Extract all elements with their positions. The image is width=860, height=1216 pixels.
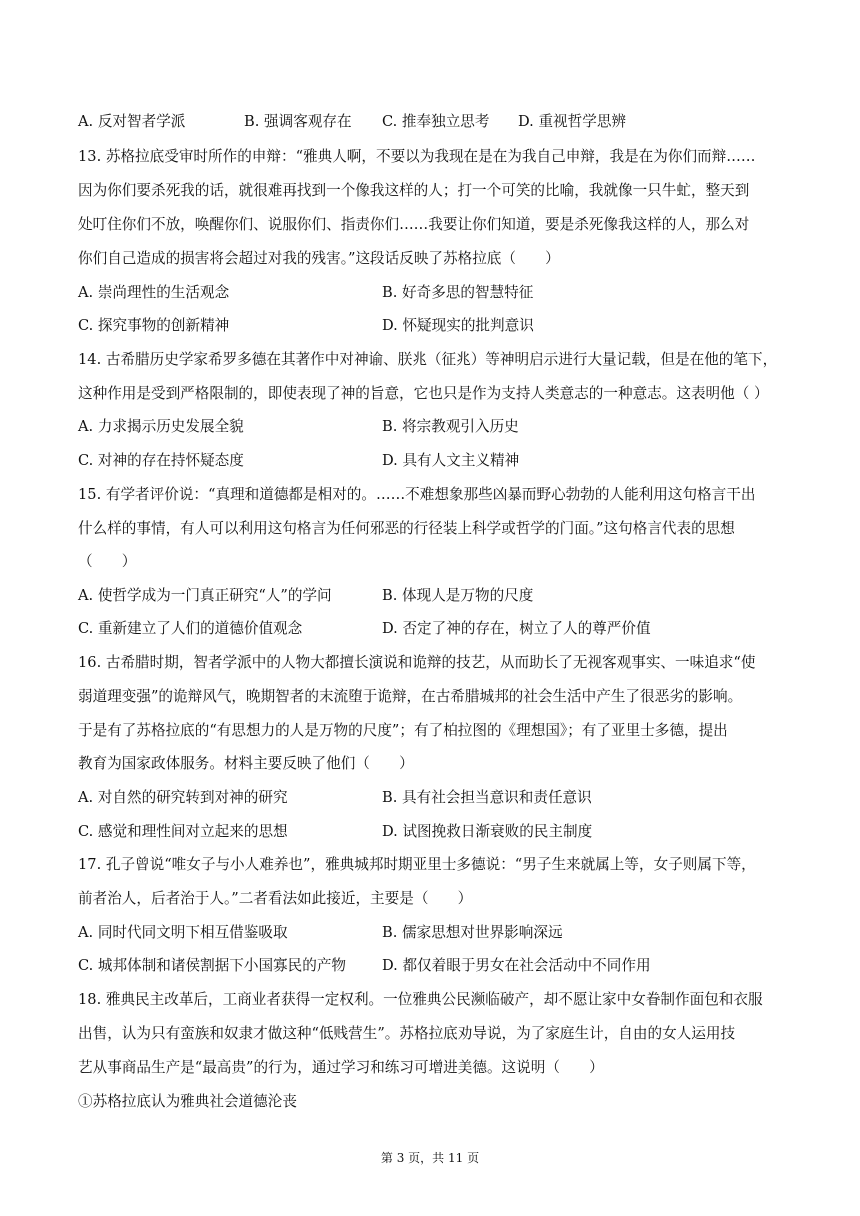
q17-option-d: D. 都仅着眼于男女在社会活动中不同作用 (382, 957, 651, 974)
q12-option-a: A. 反对智者学派 (78, 113, 186, 130)
q13-option-a: A. 崇尚理性的生活观念 (78, 284, 230, 301)
q16-option-a: A. 对自然的研究转到对神的研究 (78, 789, 288, 806)
q16-stem-line: 于是有了苏格拉底的“有思想力的人是万物的尺度”；有了柏拉图的《理想国》；有了亚里士多德，提出 (78, 722, 728, 739)
q18-stem-line: 艺从事商品生产是“最高贵”的行为，通过学习和练习可增进美德。这说明（ ） (78, 1059, 604, 1076)
q16-stem-line: 弱道理变强”的诡辩风气，晚期智者的末流堕于诡辩，在古希腊城邦的社会生活中产生了很恶劣的影响。 (78, 688, 743, 705)
q14-option-c: C. 对神的存在持怀疑态度 (78, 452, 244, 469)
q16-option-b: B. 具有社会担当意识和责任意识 (382, 789, 592, 806)
q13-option-d: D. 怀疑现实的批判意识 (382, 317, 534, 334)
q18-stem-line: 出售，认为只有蛮族和奴隶才做这种“低贱营生”。苏格拉底劝导说，为了家庭生计，自由的女人运用技 (78, 1025, 736, 1042)
q17-option-a: A. 同时代同文明下相互借鉴吸取 (78, 924, 288, 941)
q14-option-b: B. 将宗教观引入历史 (382, 418, 519, 435)
q14-option-a: A. 力求揭示历史发展全貌 (78, 418, 244, 435)
q14-stem-line: 这种作用是受到严格限制的，即使表现了神的旨意，它也只是作为支持人类意志的一种意志。这表明他（ ） (78, 385, 769, 402)
page-number-footer: 第 3 页，共 11 页 (380, 1151, 480, 1165)
q17-option-b: B. 儒家思想对世界影响深远 (382, 924, 563, 941)
q15-stem-line: 什么样的事情，有人可以利用这句格言为任何邪恶的行径装上科学或哲学的门面。”这句格言代表的思想 (78, 520, 735, 537)
q13-stem-line: 处叮住你们不放，唤醒你们、说服你们、指责你们……我要让你们知道，要是杀死像我这样的人，那么对 (78, 216, 750, 233)
q17-stem-line: 17. 孔子曾说“唯女子与小人难养也”，雅典城邦时期亚里士多德说：“男子生来就属上等，女子则属下等， (78, 856, 756, 873)
q13-stem-line: 13. 苏格拉底受审时所作的申辩：“雅典人啊，不要以为我现在是在为我自己申辩，我是在为你们而辩…… (78, 148, 756, 165)
q17-stem-line: 前者治人，后者治于人。”二者看法如此接近，主要是（ ） (78, 890, 473, 907)
q15-option-a: A. 使哲学成为一门真正研究“人”的学问 (78, 587, 332, 604)
q13-stem-line: 因为你们要杀死我的话，就很难再找到一个像我这样的人；打一个可笑的比喻，我就像一只牛虻，整天到 (78, 182, 750, 199)
q12-option-b: B. 强调客观存在 (244, 113, 352, 130)
q15-option-c: C. 重新建立了人们的道德价值观念 (78, 620, 303, 637)
q14-stem-line: 14. 古希腊历史学家希罗多德在其著作中对神谕、朕兆（征兆）等神明启示进行大量记载，但是在他的笔下， (78, 351, 778, 368)
q13-option-b: B. 好奇多思的智慧特征 (382, 284, 534, 301)
q12-option-c: C. 推奉独立思考 (382, 113, 490, 130)
q15-stem-line: （ ） (78, 553, 137, 570)
q15-stem-line: 15. 有学者评价说：“真理和道德都是相对的。……不难想象那些凶暴而野心勃勃的人能利用这句格言干出 (78, 486, 756, 503)
q13-stem-line: 你们自己造成的损害将会超过对我的残害。”这段话反映了苏格拉底（ ） (78, 250, 560, 267)
q16-stem-line: 16. 古希腊时期，智者学派中的人物大都擅长演说和诡辩的技艺，从而助长了无视客观事实、一味追求“使 (78, 654, 756, 671)
q14-option-d: D. 具有人文主义精神 (382, 452, 520, 469)
q13-option-c: C. 探究事物的创新精神 (78, 317, 230, 334)
q15-option-d: D. 否定了神的存在，树立了人的尊严价值 (382, 620, 651, 637)
q16-option-d: D. 试图挽救日渐衰败的民主制度 (382, 823, 593, 840)
q16-option-c: C. 感觉和理性间对立起来的思想 (78, 823, 288, 840)
q15-option-b: B. 体现人是万物的尺度 (382, 587, 534, 604)
q18-statement-1: ①苏格拉底认为雅典社会道德沦丧 (78, 1093, 297, 1110)
q16-stem-line: 教育为国家政体服务。材料主要反映了他们（ ） (78, 755, 414, 772)
q12-option-d: D. 重视哲学思辨 (518, 113, 627, 130)
q17-option-c: C. 城邦体制和诸侯割据下小国寡民的产物 (78, 957, 347, 974)
q18-stem-line: 18. 雅典民主改革后，工商业者获得一定权利。一位雅典公民濒临破产，却不愿让家中女眷制作面包和衣服 (78, 991, 763, 1008)
